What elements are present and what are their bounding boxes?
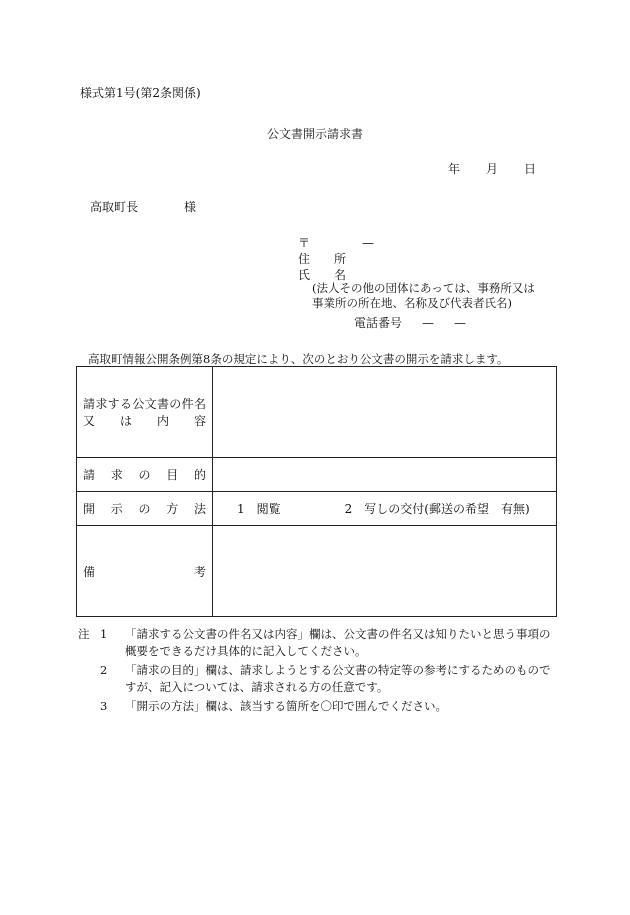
- note-text: 「開示の方法」欄は、該当する箇所を〇印で囲んでください。: [125, 699, 447, 713]
- applicant-postal: [298, 234, 374, 251]
- label-line: [83, 563, 206, 580]
- label-line: [83, 466, 206, 483]
- corporate-note-line: (法人その他の団体にあっては、事務所又は: [312, 281, 535, 295]
- label-char: 示: [110, 502, 123, 516]
- addressee: [90, 198, 196, 215]
- disclosure-method-field: [213, 492, 557, 526]
- phone-dash: —: [454, 316, 467, 330]
- label-char: の: [138, 468, 151, 482]
- address-label-char: 所: [334, 252, 347, 266]
- label-char: 件: [181, 397, 194, 411]
- document-name-field[interactable]: [213, 367, 557, 458]
- document-title: 公文書開示請求書: [266, 127, 363, 141]
- label-line: [83, 500, 206, 517]
- label-disclosure-method: [77, 492, 213, 526]
- table-row: [77, 458, 557, 492]
- label-char: 求: [95, 397, 108, 411]
- phone-label: 電話番号: [354, 316, 403, 330]
- corporate-note-line: 事業所の所在地、名称及び代表者氏名): [312, 296, 512, 310]
- remarks-field[interactable]: [213, 526, 557, 617]
- table-row: [77, 526, 557, 617]
- label-char: 名: [193, 397, 206, 411]
- note-number: 1: [100, 627, 108, 641]
- label-remarks: [77, 526, 213, 617]
- label-char: 法: [193, 502, 206, 516]
- label-char: 容: [193, 414, 206, 428]
- address-label-char: 住: [298, 252, 311, 266]
- label-char: 又: [83, 414, 96, 428]
- label-char: は: [119, 414, 132, 428]
- label-char: 請: [83, 468, 96, 482]
- postal-dash: —: [362, 236, 375, 250]
- label-purpose: [77, 458, 213, 492]
- label-char: 書: [156, 397, 169, 411]
- note-text: 「請求の目的」欄は、請求しようとする公文書の特定等の参考にするためのものですが、記入については、請求される方の任意です。: [125, 663, 551, 694]
- method-option-copy[interactable]: 2 写しの交付(郵送の希望 有無): [344, 502, 530, 516]
- notes-head: 注: [78, 627, 90, 641]
- label-char: 目: [166, 468, 179, 482]
- label-line: [83, 395, 206, 412]
- note-text: 「請求する公文書の件名又は内容」欄は、公文書の件名又は知りたいと思う事項の概要をできるだけ具体的に記入してください。: [125, 627, 551, 658]
- applicant-address-label: [298, 250, 346, 267]
- label-line: [83, 412, 206, 429]
- label-char: 開: [83, 502, 96, 516]
- label-char: 文: [144, 397, 157, 411]
- request-table: [76, 366, 557, 617]
- label-char: 請: [83, 397, 96, 411]
- notes: [78, 626, 558, 717]
- note-item: [78, 626, 558, 660]
- phone-line: [354, 314, 466, 331]
- date-line: [448, 160, 536, 177]
- note-number: 3: [100, 699, 108, 713]
- addressee-name: 高取町長: [90, 200, 139, 214]
- label-char: の: [138, 502, 151, 516]
- label-char: 公: [132, 397, 145, 411]
- note-item: [78, 698, 558, 715]
- method-option-inspection[interactable]: 1 閲覧: [237, 502, 281, 516]
- label-char: 方: [166, 502, 179, 516]
- corporate-note: [312, 281, 535, 311]
- date-month-label: 月: [486, 162, 499, 176]
- form-number: 様式第1号(第2条関係): [80, 86, 201, 100]
- label-char: 内: [156, 414, 169, 428]
- addressee-honorific: 様: [184, 200, 197, 214]
- postal-mark: 〒: [298, 236, 311, 250]
- table-row: [77, 367, 557, 458]
- phone-dash: —: [422, 316, 435, 330]
- label-char: す: [107, 397, 120, 411]
- purpose-field[interactable]: [213, 458, 557, 492]
- label-char: 求: [110, 468, 123, 482]
- label-char: 的: [193, 468, 206, 482]
- label-char: る: [119, 397, 132, 411]
- label-char: 考: [193, 564, 206, 579]
- note-item: [78, 662, 558, 696]
- date-year-label: 年: [448, 162, 461, 176]
- date-day-label: 日: [524, 162, 537, 176]
- label-char: 備: [83, 564, 96, 579]
- table-row: [77, 492, 557, 526]
- name-label-char: 名: [334, 268, 347, 282]
- label-document-name: [77, 367, 213, 458]
- name-label-char: 氏: [298, 268, 311, 282]
- intro-text: 高取町情報公開条例第8条の規定により、次のとおり公文書の開示を請求します。: [88, 352, 509, 366]
- label-char: の: [169, 397, 182, 411]
- note-number: 2: [100, 663, 108, 677]
